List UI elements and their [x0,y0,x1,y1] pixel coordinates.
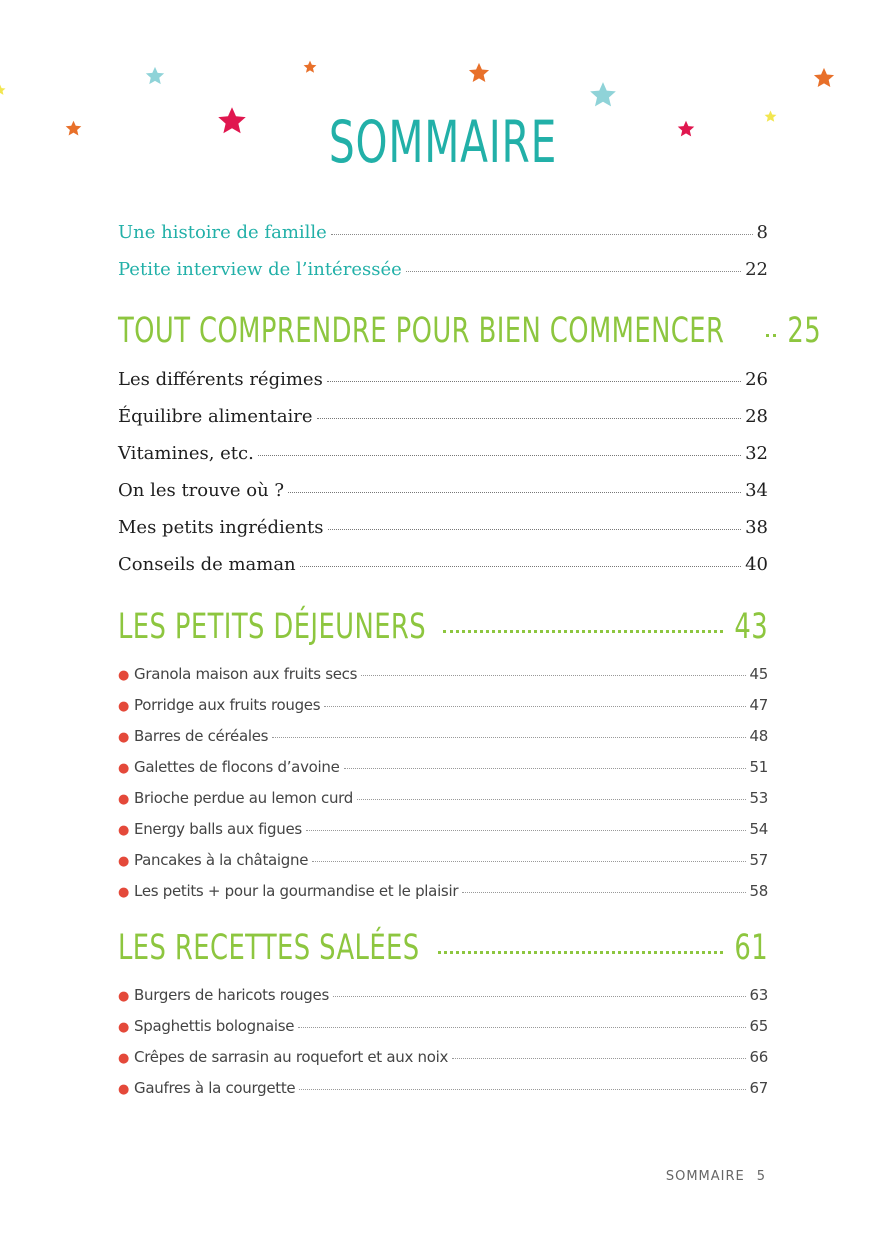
toc-entry[interactable] [118,369,768,406]
entry-label: Les petits + pour la gourmandise et le plaisir [134,882,459,900]
entry-label: Crêpes de sarrasin au roquefort et aux noix [134,1048,449,1066]
bullet-icon: ● [118,989,130,1004]
toc-entry[interactable] [118,406,768,443]
toc-entry[interactable] [118,480,768,517]
bullet-icon: ● [118,1051,130,1066]
entry-label: Brioche perdue au lemon curd [134,789,353,807]
entry-page: 54 [749,820,768,838]
toc-recipe-entry[interactable] [118,986,768,1017]
entry-label: On les trouve où ? [118,480,285,501]
leader-dots [306,830,746,831]
entry-label: Équilibre alimentaire [118,406,313,427]
toc-recipe-entry[interactable] [118,1017,768,1048]
entry-page: 57 [749,851,768,869]
leader-dots [312,861,745,862]
section-heading[interactable] [118,311,822,369]
entry-label: Galettes de flocons d’avoine [134,758,340,776]
star-icon [145,66,165,86]
entry-page: 65 [749,1017,768,1035]
leader-dots [328,529,742,530]
toc-section-petits-dejeuners [118,607,768,913]
toc-recipe-entry[interactable] [118,1048,768,1079]
toc-entry[interactable] [118,259,768,296]
star-icon [589,81,617,109]
toc-entry[interactable] [118,443,768,480]
leader-dots [272,737,745,738]
leader-dots [300,566,741,567]
toc-recipe-entry[interactable] [118,665,768,696]
entry-label: Gaufres à la courgette [134,1079,296,1097]
bullet-icon: ● [118,885,130,900]
bullet-icon: ● [118,792,130,807]
toc-recipe-entry[interactable] [118,758,768,789]
section-page: 61 [734,928,768,968]
entry-page: 45 [749,665,768,683]
entry-label: Mes petits ingrédients [118,517,324,538]
leader-dots [766,334,776,337]
entry-label: Pancakes à la châtaigne [134,851,309,869]
leader-dots [361,675,745,676]
entry-label: Conseils de maman [118,554,296,575]
bullet-icon: ● [118,668,130,683]
entry-page: 40 [745,554,768,575]
entry-page: 28 [745,406,768,427]
entry-page: 47 [749,696,768,714]
entry-label: Spaghettis bolognaise [134,1017,295,1035]
bullet-icon: ● [118,823,130,838]
bullet-icon: ● [118,730,130,745]
toc-recipe-entry[interactable] [118,851,768,882]
toc-recipe-entry[interactable] [118,789,768,820]
leader-dots [344,768,746,769]
section-title: LES PETITS DÉJEUNERS [118,607,427,647]
entry-page: 38 [745,517,768,538]
page-title: SOMMAIRE [328,108,558,176]
entry-label: Burgers de haricots rouges [134,986,329,1004]
entry-page: 58 [749,882,768,900]
section-title: LES RECETTES SALÉES [118,928,420,968]
section-heading[interactable] [118,928,768,986]
leader-dots [298,1027,745,1028]
leader-dots [324,706,745,707]
entry-page: 8 [756,222,768,243]
toc-recipe-entry[interactable] [118,882,768,913]
toc-intro [118,222,768,296]
page-footer [666,1169,766,1184]
star-icon [65,120,82,137]
entry-label: Une histoire de famille [118,222,327,243]
entry-page: 67 [749,1079,768,1097]
entry-page: 22 [745,259,768,280]
leader-dots [443,630,723,633]
toc-recipe-entry[interactable] [118,820,768,851]
leader-dots [327,381,741,382]
leader-dots [357,799,746,800]
leader-dots [452,1058,745,1059]
section-title: TOUT COMPRENDRE POUR BIEN COMMENCER [118,311,725,351]
footer-label: SOMMAIRE [665,1169,745,1184]
toc-recipe-entry[interactable] [118,696,768,727]
leader-dots [406,271,741,272]
entry-page: 53 [749,789,768,807]
bullet-icon: ● [118,699,130,714]
entry-page: 66 [749,1048,768,1066]
entry-page: 34 [745,480,768,501]
leader-dots [333,996,746,997]
section-page: 25 [787,311,822,351]
entry-page: 26 [745,369,768,390]
entry-label: Petite interview de l’intéressée [118,259,402,280]
leader-dots [331,234,753,235]
leader-dots [462,892,745,893]
bullet-icon: ● [118,1082,130,1097]
section-heading[interactable] [118,607,768,665]
leader-dots [299,1089,745,1090]
toc-section-comprendre [118,311,822,591]
star-icon [468,62,490,84]
entry-page: 63 [749,986,768,1004]
toc-recipe-entry[interactable] [118,727,768,758]
toc-section-recettes-salees [118,928,768,1110]
bullet-icon: ● [118,761,130,776]
bullet-icon: ● [118,1020,130,1035]
entry-label: Granola maison aux fruits secs [134,665,358,683]
toc-entry[interactable] [118,517,768,554]
bullet-icon: ● [118,854,130,869]
footer-page-number: 5 [756,1169,766,1184]
star-icon [0,84,6,96]
leader-dots [317,418,742,419]
section-page: 43 [734,607,768,647]
entry-label: Les différents régimes [118,369,323,390]
entry-label: Porridge aux fruits rouges [134,696,321,714]
leader-dots [288,492,741,493]
entry-label: Energy balls aux figues [134,820,302,838]
leader-dots [438,951,723,954]
entry-page: 51 [749,758,768,776]
leader-dots [258,455,741,456]
star-icon [303,60,317,74]
entry-page: 48 [749,727,768,745]
toc-recipe-entry[interactable] [118,1079,768,1110]
toc-entry[interactable] [118,222,768,259]
entry-page: 32 [745,443,768,464]
entry-label: Barres de céréales [134,727,269,745]
toc-entry[interactable] [118,554,768,591]
entry-label: Vitamines, etc. [118,443,254,464]
star-icon [813,67,835,89]
